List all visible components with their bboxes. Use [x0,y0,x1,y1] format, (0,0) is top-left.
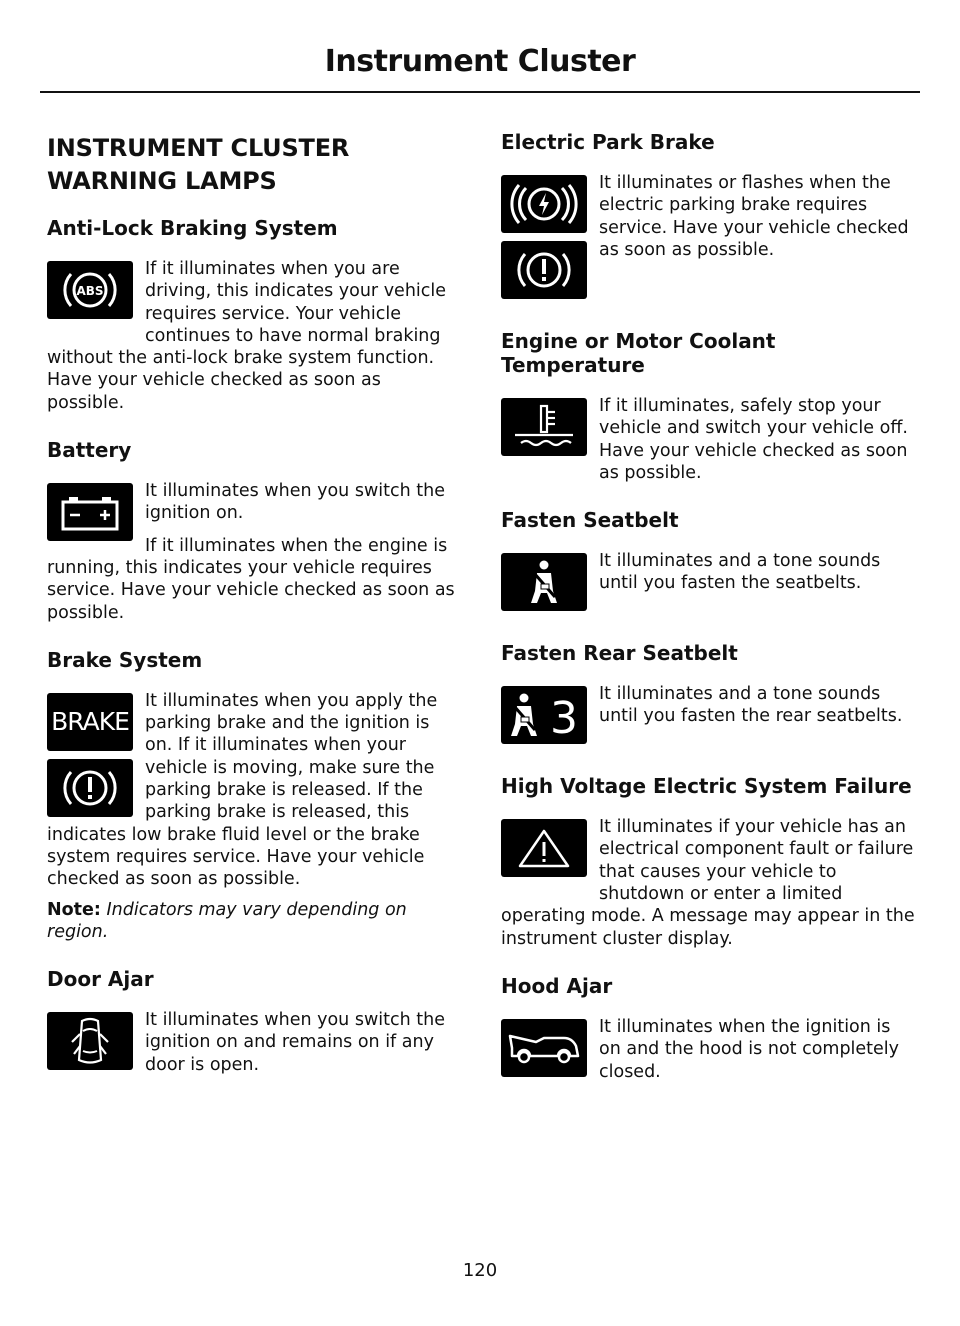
section-text-coolant: If it illuminates, safely stop your vehicle and switch your vehicle off. Have your vehicle checked as soon as possible. [599,396,908,483]
page-heading: INSTRUMENT CLUSTER WARNING LAMPS [47,134,350,195]
section-text-battery-1: It illuminates when you switch the ignition on. [145,481,445,524]
section-text-abs: If it illuminates when you are driving, this indicates your vehicle requires service. Your vehicle continues to have normal braking without the anti-lock brake system function. Have your vehicle checked as soon as possible. [47,259,447,413]
section-title-brake: Brake System [47,647,203,672]
section-title-abs: Anti-Lock Braking System [47,216,338,240]
rear-seatbelt-icon [501,686,587,744]
section-door [47,967,462,1076]
rear-seatbelt-row-label: 3 [550,693,578,742]
section-title-hood: Hood Ajar [501,973,613,998]
section-text-hv: It illuminates if your vehicle has an electrical component fault or failure that causes your vehicle to shutdown or enter a limited operating mode. A message may appear in the instrument cluster display. [501,817,915,949]
section-title-coolant: Engine or Motor Coolant Temperature [501,329,776,377]
hood-ajar-icon [501,1019,587,1077]
abs-icon [47,261,133,319]
abs-icon-label: ABS [76,284,104,298]
section-coolant [501,329,916,484]
section-hv [501,774,916,950]
brake-icon-label: BRAKE [51,707,129,737]
section-title-epb: Electric Park Brake [501,130,715,154]
section-title-rear-seatbelt: Fasten Rear Seatbelt [501,641,738,666]
section-rear-seatbelt [501,641,916,750]
section-text-hood: It illuminates when the ignition is on and the hood is not completely closed. [599,1016,900,1082]
section-title-seatbelt: Fasten Seatbelt [501,508,679,533]
section-text-rear-seatbelt: It illuminates and a tone sounds until you fasten the rear seatbelts. [599,684,903,727]
section-text-seatbelt: It illuminates and a tone sounds until you fasten the seatbelts. [599,551,881,594]
section-abs [47,216,462,414]
right-column [501,130,916,1107]
seatbelt-icon [501,553,587,611]
note-label: Note: [47,899,101,920]
section-title-hv: High Voltage Electric System Failure [501,774,912,799]
section-title-battery: Battery [47,438,132,463]
page-number: 120 [462,1260,498,1281]
warning-triangle-icon [501,819,587,877]
section-text-door: It illuminates when you switch the ignition on and remains on if any door is open. [145,1010,445,1075]
electric-park-brake-icon [501,175,587,233]
section-text-epb: It illuminates or flashes when the electric parking brake requires service. Have your vehicle checked as soon as possible. [599,173,909,260]
brake-text-icon [47,693,133,751]
brake-warning-icon [47,759,133,817]
brake-note [47,899,462,944]
note-text: Indicators may vary depending on region. [47,899,407,942]
section-text-brake: It illuminates when you apply the parking brake and the ignition is on. If it illuminates when your vehicle is moving, make sure the parking brake is released. If the parking brake is released, this indicates low brake fluid level or the brake system requires service. Have your vehicle checked as soon as possible. [47,690,438,890]
section-hood [501,974,916,1083]
section-seatbelt [501,508,916,617]
section-title-door: Door Ajar [47,967,154,992]
section-text-battery-2: If it illuminates when the engine is running, this indicates your vehicle requires service. Have your vehicle checked as soon as possible. [47,535,455,623]
brake-warning-icon [501,241,587,299]
header-divider [40,91,920,93]
section-battery [47,438,462,624]
section-brake [47,648,462,943]
running-header-title: Instrument Cluster [324,44,636,79]
section-epb [501,130,916,305]
coolant-temperature-icon [501,398,587,456]
battery-icon [47,483,133,541]
left-column [47,130,462,1100]
door-ajar-icon [47,1012,133,1070]
